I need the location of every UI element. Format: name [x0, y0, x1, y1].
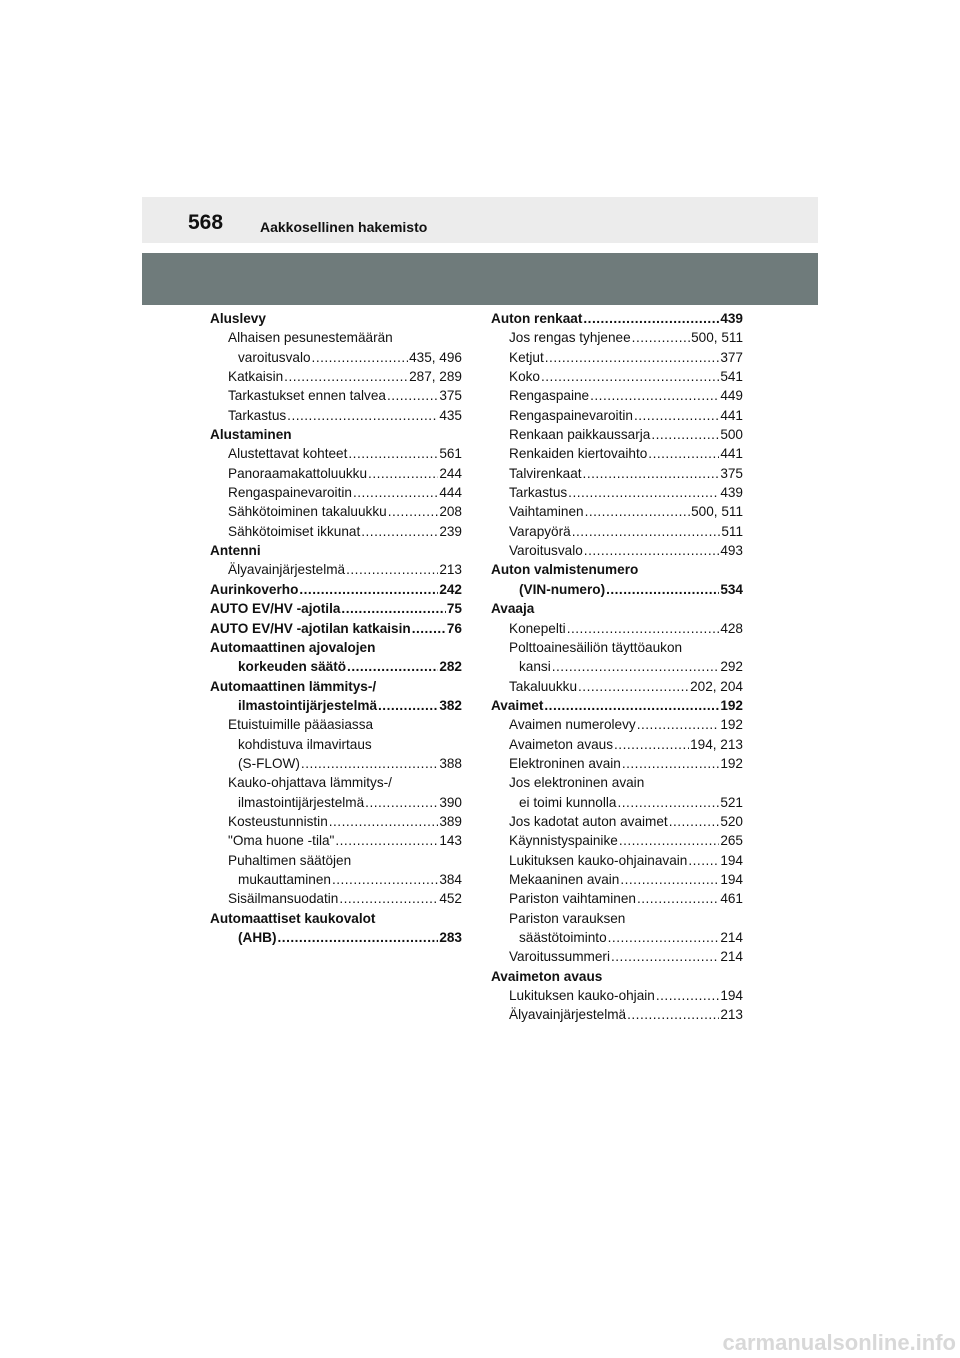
dot-leader: [541, 367, 719, 386]
index-subentry: [210, 696, 462, 715]
entry-text: Varoitusvalo: [509, 543, 583, 559]
dot-leader: [378, 696, 438, 715]
entry-page-ref: 283: [439, 930, 462, 945]
dot-leader: [608, 928, 720, 947]
index-column-left: [210, 309, 462, 947]
entry-page-ref: 435, 496: [409, 349, 462, 365]
entry-text: Aluslevy: [210, 311, 266, 326]
dot-leader: [312, 348, 409, 367]
dot-leader: [632, 328, 690, 347]
entry-page-ref: 493: [720, 543, 743, 559]
entry-page-ref: 239: [439, 523, 462, 539]
entry-text: ei toimi kunnolla: [519, 794, 617, 810]
entry-page-ref: 500: [720, 427, 743, 443]
index-entry: [210, 677, 462, 696]
dot-leader: [412, 619, 446, 638]
entry-page-ref: 194: [720, 852, 743, 868]
index-subentry: [491, 735, 743, 754]
index-subentry: [210, 735, 462, 754]
index-subentry: [491, 947, 743, 966]
entry-page-ref: 384: [439, 871, 462, 887]
index-subentry: [210, 754, 462, 773]
entry-text: "Oma huone -tila": [228, 833, 335, 849]
dot-leader: [341, 599, 445, 618]
index-subentry: [210, 889, 462, 908]
dot-leader: [584, 541, 720, 560]
index-subentry: [210, 483, 462, 502]
dot-leader: [611, 947, 719, 966]
index-subentry: [210, 328, 462, 347]
dot-leader: [614, 735, 689, 754]
index-subentry: [210, 812, 462, 831]
entry-text: mukauttaminen: [238, 871, 331, 887]
index-subentry: [210, 657, 462, 676]
index-entry: [210, 638, 462, 657]
entry-text: Polttoainesäiliön täyttöaukon: [509, 639, 683, 655]
index-subentry: [210, 773, 462, 792]
dot-leader: [545, 348, 720, 367]
entry-text: Elektroninen avain: [509, 755, 621, 771]
entry-text: Automaattinen lämmitys-/: [210, 678, 377, 694]
entry-text: Avaimet: [491, 697, 544, 713]
dot-leader: [606, 580, 719, 599]
entry-page-ref: 214: [720, 949, 743, 965]
entry-page-ref: 377: [720, 349, 743, 365]
dot-leader: [278, 928, 439, 947]
entry-text: Kosteustunnistin: [228, 813, 328, 829]
index-subentry: [210, 348, 462, 367]
entry-text: Ketjut: [509, 349, 544, 365]
entry-page-ref: 541: [720, 369, 743, 385]
dot-leader: [583, 309, 719, 328]
entry-page-ref: 194: [720, 871, 743, 887]
entry-page-ref: 389: [439, 813, 462, 829]
entry-page-ref: 192: [720, 717, 743, 733]
dot-leader: [568, 483, 719, 502]
entry-page-ref: 265: [720, 833, 743, 849]
entry-text: Lukituksen kauko-ohjainavain: [509, 852, 688, 868]
entry-text: Vaihtaminen: [509, 504, 584, 520]
entry-text: Takaluukku: [509, 678, 578, 694]
dot-leader: [387, 386, 438, 405]
section-tab-band: [142, 253, 818, 305]
entry-page-ref: 500, 511: [691, 330, 743, 346]
index-entry: [210, 309, 462, 328]
dot-leader: [572, 522, 721, 541]
entry-text: (VIN-numero): [519, 581, 606, 597]
index-entry: [210, 619, 462, 638]
entry-text: kansi: [519, 659, 551, 675]
entry-text: (AHB): [238, 930, 277, 945]
index-subentry: [491, 619, 743, 638]
entry-page-ref: 441: [720, 446, 743, 462]
entry-text: Avaimeton avaus: [491, 968, 603, 984]
dot-leader: [346, 560, 438, 579]
entry-text: Renkaiden kiertovaihto: [509, 446, 648, 462]
index-subentry: [491, 580, 743, 599]
entry-page-ref: 511: [721, 523, 743, 539]
dot-leader: [583, 464, 720, 483]
index-subentry: [210, 522, 462, 541]
entry-text: Auton valmistenumero: [491, 562, 639, 578]
entry-page-ref: 194: [720, 988, 743, 1004]
index-subentry: [491, 657, 743, 676]
entry-text: Sähkötoimiset ikkunat: [228, 523, 361, 539]
entry-text: Sisäilmansuodatin: [228, 891, 339, 907]
index-subentry: [491, 386, 743, 405]
index-subentry: [491, 638, 743, 657]
index-subentry: [210, 386, 462, 405]
entry-page-ref: 242: [439, 581, 462, 597]
entry-page-ref: 521: [720, 794, 743, 810]
entry-text: Rengaspainevaroitin: [228, 485, 352, 501]
entry-page-ref: 375: [720, 465, 743, 481]
dot-leader: [637, 715, 720, 734]
entry-text: Automaattinen ajovalojen: [210, 639, 376, 655]
entry-text: Avaimeton avaus: [509, 736, 614, 752]
entry-text: Rengaspainevaroitin: [509, 407, 633, 423]
entry-page-ref: 500, 511: [691, 504, 743, 520]
entry-text: Avaaja: [491, 601, 535, 617]
entry-text: Antenni: [210, 543, 261, 559]
index-subentry: [491, 522, 743, 541]
dot-leader: [348, 444, 438, 463]
entry-text: Tarkastus: [228, 407, 287, 423]
index-entry: [210, 425, 462, 444]
dot-leader: [567, 619, 720, 638]
entry-page-ref: 390: [439, 794, 462, 810]
entry-page-ref: 292: [720, 659, 743, 675]
index-subentry: [491, 1005, 743, 1024]
entry-text: varoitusvalo: [238, 349, 311, 365]
entry-page-ref: 208: [439, 504, 462, 520]
index-subentry: [210, 851, 462, 870]
entry-text: Tarkastukset ennen talvea: [228, 388, 386, 404]
entry-text: Katkaisin: [228, 369, 284, 385]
dot-leader: [669, 812, 720, 831]
entry-page-ref: 76: [446, 620, 462, 636]
index-subentry: [491, 870, 743, 889]
watermark: carmanualsonline.info: [722, 1330, 956, 1355]
entry-text: kohdistuva ilmavirtaus: [238, 736, 372, 752]
entry-page-ref: 452: [439, 891, 462, 907]
entry-text: AUTO EV/HV -ajotilan katkaisin: [210, 620, 411, 636]
entry-text: Käynnistyspainike: [509, 833, 618, 849]
entry-page-ref: 143: [439, 833, 462, 849]
dot-leader: [688, 851, 719, 870]
index-subentry: [491, 444, 743, 463]
index-entry: [210, 599, 462, 618]
dot-leader: [648, 444, 719, 463]
dot-leader: [287, 406, 438, 425]
entry-text: Puhaltimen säätöjen: [228, 852, 352, 868]
index-subentry: [491, 831, 743, 850]
entry-page-ref: 192: [720, 755, 743, 771]
page-number: 568: [188, 211, 224, 234]
entry-page-ref: 213: [439, 562, 462, 578]
index-subentry: [491, 715, 743, 734]
entry-text: Aurinkoverho: [210, 581, 299, 597]
dot-leader: [339, 889, 438, 908]
index-subentry: [491, 328, 743, 347]
entry-text: Varoitussummeri: [509, 949, 610, 965]
entry-page-ref: 375: [439, 388, 462, 404]
dot-leader: [578, 677, 689, 696]
entry-text: Pariston vaihtaminen: [509, 891, 636, 907]
entry-text: Älyavainjärjestelmä: [509, 1007, 627, 1023]
entry-page-ref: 428: [720, 620, 743, 636]
dot-leader: [617, 793, 719, 812]
dot-leader: [651, 425, 719, 444]
dot-leader: [301, 754, 438, 773]
index-subentry: [491, 406, 743, 425]
index-subentry: [491, 367, 743, 386]
entry-text: Varapyörä: [509, 523, 571, 539]
entry-text: Lukituksen kauko-ohjain: [509, 988, 655, 1004]
dot-leader: [585, 502, 691, 521]
entry-page-ref: 461: [720, 891, 743, 907]
dot-leader: [544, 696, 719, 715]
entry-text: Rengaspaine: [509, 388, 590, 404]
entry-text: Jos elektroninen avain: [509, 775, 645, 791]
dot-leader: [622, 754, 719, 773]
dot-leader: [299, 580, 438, 599]
entry-page-ref: 192: [720, 697, 743, 713]
index-subentry: [491, 677, 743, 696]
index-subentry: [491, 986, 743, 1005]
index-subentry: [210, 928, 462, 947]
entry-text: säästötoiminto: [519, 930, 607, 945]
header-band: [142, 197, 818, 243]
index-subentry: [491, 773, 743, 792]
entry-page-ref: 388: [439, 755, 462, 771]
entry-text: Koko: [509, 369, 540, 385]
index-subentry: [210, 502, 462, 521]
index-entry: [491, 560, 743, 579]
entry-page-ref: 244: [439, 465, 462, 481]
entry-text: Tarkastus: [509, 485, 568, 501]
entry-text: Sähkötoiminen takaluukku: [228, 504, 387, 520]
index-subentry: [210, 444, 462, 463]
entry-page-ref: 287, 289: [409, 369, 462, 385]
entry-text: korkeuden säätö: [238, 659, 347, 675]
entry-text: Kauko-ohjattava lämmitys-/: [228, 775, 392, 791]
index-subentry: [491, 464, 743, 483]
dot-leader: [368, 464, 438, 483]
entry-page-ref: 282: [439, 659, 462, 675]
entry-page-ref: 534: [720, 581, 743, 597]
index-subentry: [210, 560, 462, 579]
dot-leader: [347, 657, 438, 676]
dot-leader: [284, 367, 408, 386]
entry-text: Alustettavat kohteet: [228, 446, 348, 462]
entry-text: Alustaminen: [210, 427, 292, 443]
entry-text: Konepelti: [509, 620, 566, 636]
entry-page-ref: 439: [720, 485, 743, 501]
entry-text: Avaimen numerolevy: [509, 717, 636, 733]
entry-text: ilmastointijärjestelmä: [238, 794, 365, 810]
index-subentry: [491, 754, 743, 773]
entry-page-ref: 214: [720, 930, 743, 945]
index-entry: [491, 967, 743, 986]
entry-page-ref: 439: [720, 311, 743, 326]
entry-page-ref: 444: [439, 485, 462, 501]
entry-page-ref: 75: [446, 601, 462, 617]
entry-text: Pariston varauksen: [509, 910, 626, 926]
index-column-right: [491, 309, 743, 1025]
entry-text: Jos rengas tyhjenee: [509, 330, 631, 346]
section-title: Aakkosellinen hakemisto: [260, 219, 428, 235]
index-subentry: [491, 793, 743, 812]
entry-text: Automaattiset kaukovalot: [210, 910, 376, 926]
entry-text: Älyavainjärjestelmä: [228, 562, 346, 578]
dot-leader: [332, 870, 438, 889]
dot-leader: [552, 657, 720, 676]
entry-text: Jos kadotat auton avaimet: [509, 813, 668, 829]
dot-leader: [590, 386, 719, 405]
dot-leader: [361, 522, 438, 541]
index-subentry: [491, 812, 743, 831]
entry-page-ref: 441: [720, 407, 743, 423]
index-subentry: [491, 483, 743, 502]
entry-page-ref: 520: [720, 813, 743, 829]
index-subentry: [491, 348, 743, 367]
index-subentry: [491, 889, 743, 908]
entry-text: Mekaaninen avain: [509, 871, 620, 887]
index-subentry: [210, 715, 462, 734]
entry-page-ref: 194, 213: [690, 736, 743, 752]
entry-text: ilmastointijärjestelmä: [238, 697, 378, 713]
dot-leader: [335, 831, 438, 850]
entry-text: Renkaan paikkaussarja: [509, 427, 651, 443]
index-subentry: [491, 502, 743, 521]
index-subentry: [210, 793, 462, 812]
entry-text: Auton renkaat: [491, 311, 583, 326]
index-entry: [491, 309, 743, 328]
entry-page-ref: 202, 204: [690, 678, 743, 694]
index-subentry: [491, 928, 743, 947]
index-entry: [210, 541, 462, 560]
dot-leader: [637, 889, 719, 908]
dot-leader: [619, 831, 720, 850]
dot-leader: [634, 406, 719, 425]
index-subentry: [210, 367, 462, 386]
index-subentry: [210, 464, 462, 483]
entry-page-ref: 561: [439, 446, 462, 462]
index-subentry: [491, 425, 743, 444]
index-subentry: [210, 406, 462, 425]
entry-text: Alhaisen pesunestemäärän: [228, 330, 393, 346]
dot-leader: [656, 986, 719, 1005]
entry-page-ref: 213: [720, 1007, 743, 1023]
index-entry: [210, 909, 462, 928]
index-entry: [491, 599, 743, 618]
entry-text: Talvirenkaat: [509, 465, 582, 481]
entry-text: (S-FLOW): [238, 755, 300, 771]
index-subentry: [491, 909, 743, 928]
index-subentry: [210, 831, 462, 850]
entry-text: AUTO EV/HV -ajotila: [210, 601, 341, 617]
index-entry: [491, 696, 743, 715]
index-subentry: [210, 870, 462, 889]
dot-leader: [353, 483, 438, 502]
dot-leader: [329, 812, 439, 831]
entry-page-ref: 435: [439, 407, 462, 423]
dot-leader: [365, 793, 438, 812]
dot-leader: [388, 502, 439, 521]
entry-text: Etuistuimille pääasiassa: [228, 717, 374, 733]
dot-leader: [627, 1005, 719, 1024]
index-subentry: [491, 851, 743, 870]
index-entry: [210, 580, 462, 599]
dot-leader: [620, 870, 719, 889]
entry-page-ref: 449: [720, 388, 743, 404]
index-subentry: [491, 541, 743, 560]
entry-text: Panoraamakattoluukku: [228, 465, 368, 481]
entry-page-ref: 382: [439, 697, 462, 713]
